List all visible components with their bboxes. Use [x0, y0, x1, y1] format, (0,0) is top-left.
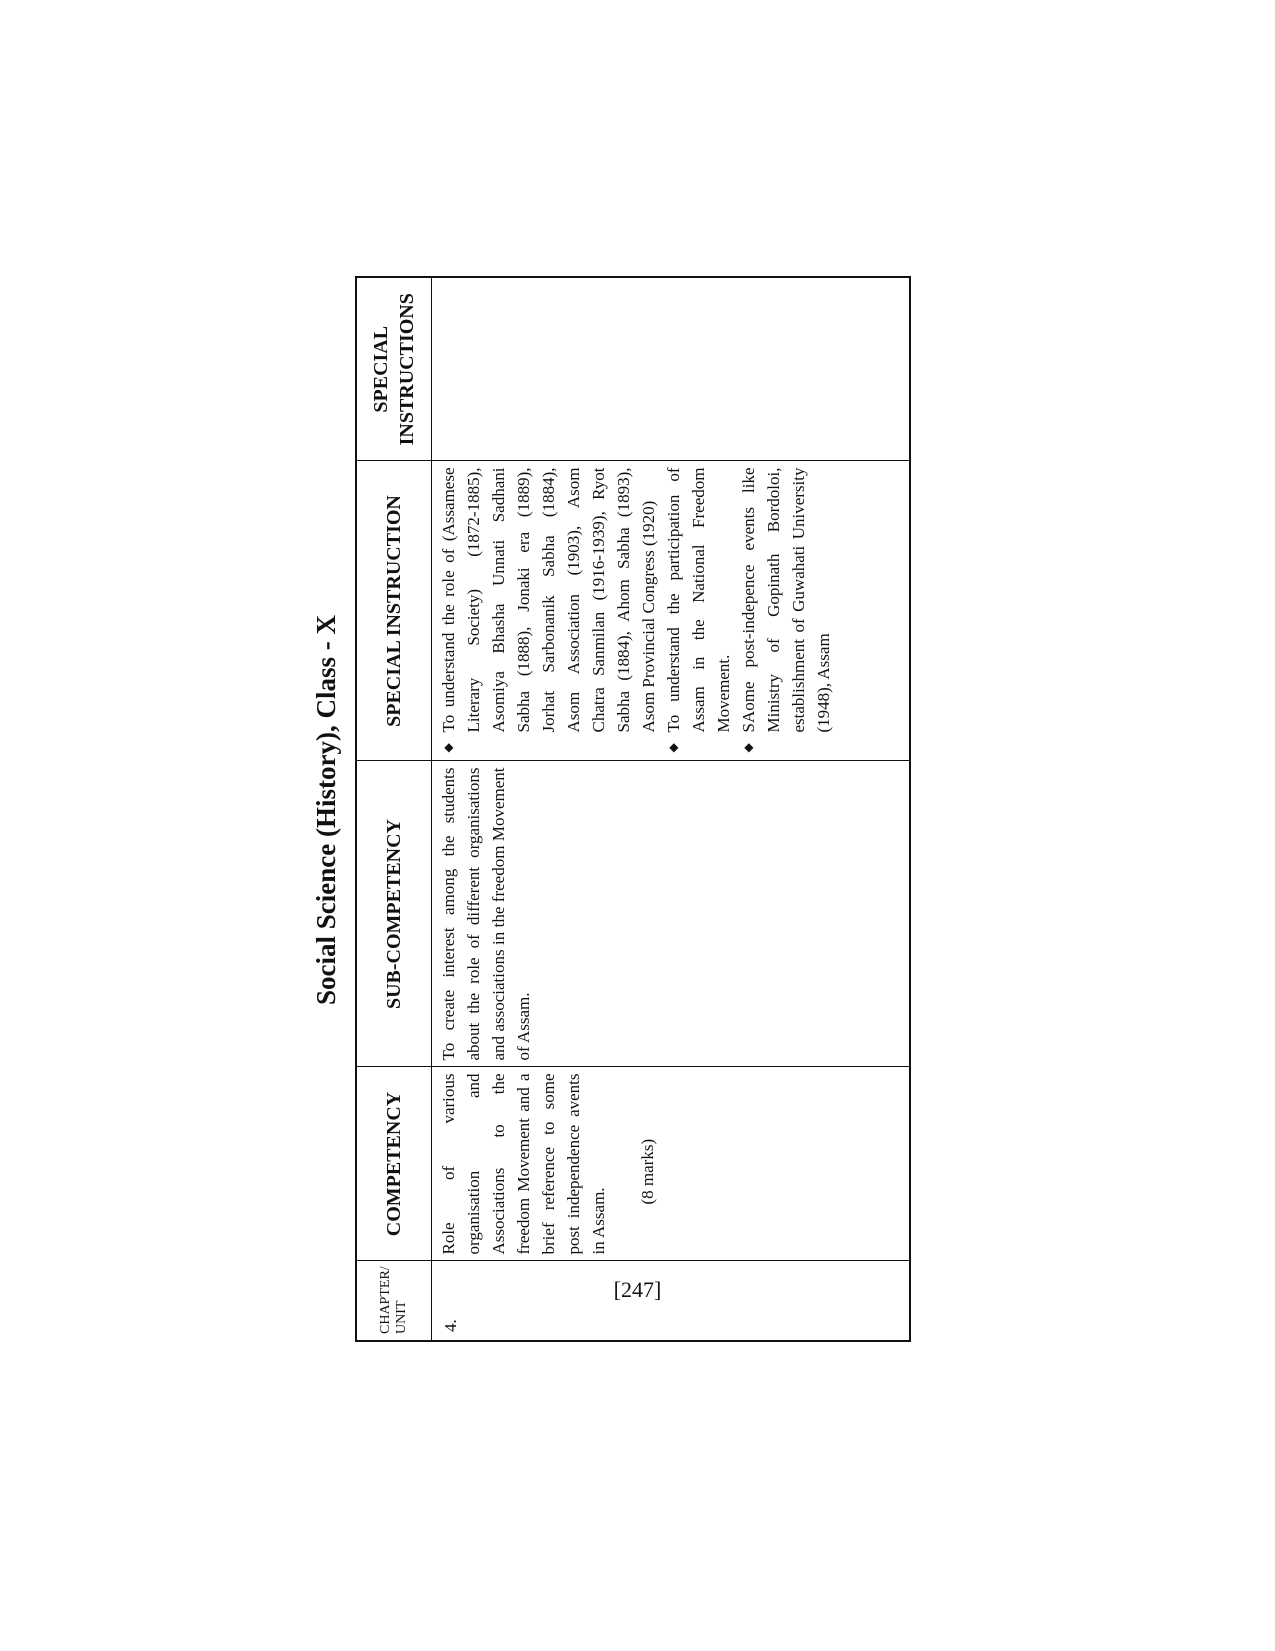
column-header-special-instruction: SPECIAL INSTRUCTION: [356, 461, 432, 761]
special-instructions-cell: [431, 277, 910, 461]
list-item: ◆ SAome post-indepence events like Ministry of Gopinath Bordoloi, establishment of Guwahati University (1948), Assam: [736, 467, 836, 754]
list-item: ◆ To understand the participation of Assam in the National Freedom Movement.: [661, 467, 736, 754]
column-header-special-instructions: SPECIAL INSTRUCTIONS: [356, 277, 432, 461]
syllabus-table: [355, 276, 911, 1342]
rotated-page-content: [301, 278, 921, 1342]
list-item: ◆ To understand the role of (Assamese Literary Society) (1872-1885), Asomiya Bhasha Unnati Sadhani Sabha (1888), Jonaki era (1889), Jorhat Sarbonanik Sabha (1884), Asom Association (1903), Asom Chatra Sanmilan (1916-1939), Ryot Sabha (1884), Ahom Sabha (1893), Asom Provincial Congress (1920): [436, 467, 661, 754]
chapter-cell: 4.: [431, 1261, 910, 1341]
special-instruction-list: [436, 467, 836, 754]
column-header-chapter: CHAPTER/ UNIT: [356, 1261, 432, 1341]
column-header-competency: COMPETENCY: [356, 1067, 432, 1261]
competency-cell: [431, 1067, 910, 1261]
marks-text: (8 marks): [637, 1138, 657, 1204]
page-title: Social Science (History), Class - X: [310, 614, 341, 1005]
sub-competency-cell: To create interest among the students about the role of different organisations and associations in the freedom Movement of Assam.: [431, 761, 910, 1067]
column-header-sub-competency: SUB-COMPETENCY: [356, 761, 432, 1067]
competency-text: Role of various organisation and Associations to the freedom Movement and a brief reference to some post independence avents in Assam.: [438, 1073, 608, 1254]
table-header-row: [356, 277, 432, 1341]
table-row: [431, 277, 910, 1341]
special-instruction-cell: [431, 461, 910, 761]
page-number: [247]: [613, 1277, 662, 1302]
